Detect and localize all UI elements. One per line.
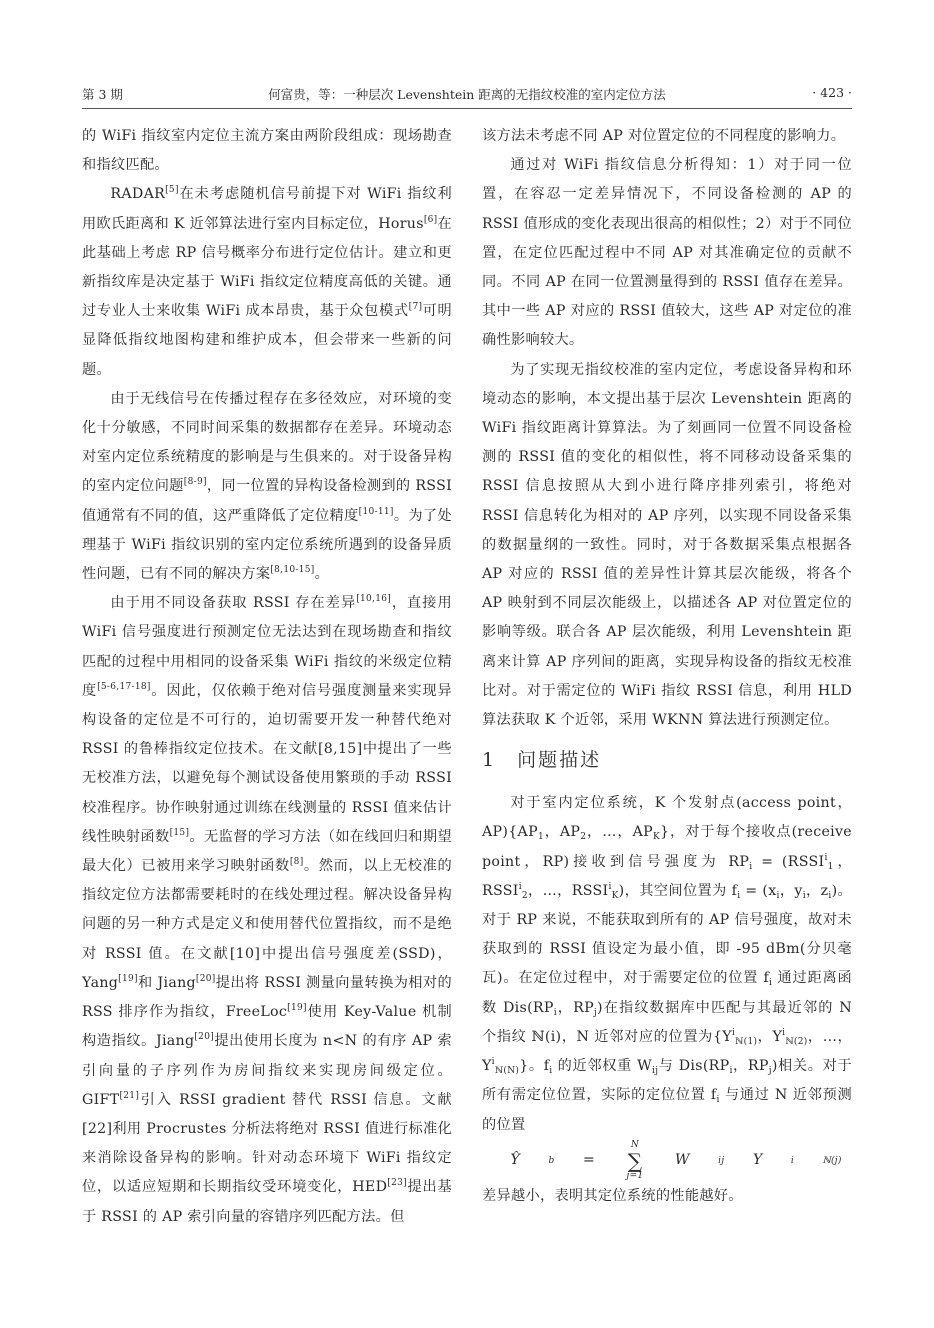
- left-column: [82, 122, 452, 1232]
- citation: [5]: [165, 185, 179, 196]
- citation: [23]: [387, 1178, 407, 1189]
- paragraph: 对于室内定位系统，K 个发射点(access point，$AP)\{AP_1$，$AP_2$，…，$AP_K$}，对于每个接收点(receive point，RP)接收到信号强度为 $RP_i$ = ($RSSI^i_1$，$RSSI^i_2$，…，$RSSI^i_K$)，其空间位置为 $f_i = (x_i$，$y_i$，$z_i$)。对于 RP 来说，不能获取到所有的 AP 信号强度，故对未获取到的 RSSI 值设定为最小值，即 -95 dBm(分贝毫瓦)。在定位过程中，对于需要定位的位置 $f_i$ 通过距离函数 $Dis(RP_i$，$RP_j$)在指纹数据库中匹配与其最近邻的 N 个指纹 ℕ(i)，N 近邻对应的位置为{$Y^i_{ℕ(1)}$，$Y^i_{ℕ(2)}$，…，$Y^i_{ℕ(N)}$}。$f_i$ 的近邻权重 $W_{ij}$与 $Dis(RP_i$，$RP_j$)相关。对于所有需定位位置，实际的定位位置 $f_i$ 与通过 N 近邻预测的位置 Ŷ b = N ∑ j=1 W ij Y i ℕ(j) 差异越小，表明其定位系统的性能越好。: [482, 795, 853, 1204]
- citation: [19]: [118, 973, 138, 984]
- right-column: [482, 122, 852, 1211]
- section-heading: 1 问题描述: [482, 749, 602, 772]
- citation: [19]: [287, 1003, 307, 1014]
- citation: [15]: [169, 827, 190, 838]
- paragraph: 为了实现无指纹校准的室内定位，考虑设备异构和环境动态的影响，本文提出基于层次 Levenshtein 距离的 WiFi 指纹距离计算算法。为了刻画同一位置不同设备检测的 RSSI 值的变化的相似性，将不同移动设备采集的 RSSI 信息按照从大到小进行降序排列索引，将绝对 RSSI 信息转化为相对的 AP 序列，以实现不同设备采集的数据量纲的一致性。同时，对于各数据采集点根据各 AP 对应的 RSSI 值的差异性计算其层次能级，将各个 AP 映射到不同层次能级上，以描述各 AP 对位置定位的影响等级。联合各 AP 层次能级，利用 Levenshtein 距离来计算 AP 序列间的距离，实现异构设备的指纹无校准比对。对于需定位的 WiFi 指纹 RSSI 信息，利用 HLD 算法获取 K 个近邻，采用 WKNN 算法进行预测定位。: [482, 361, 852, 729]
- formula: Ŷ b = N ∑ j=1 W ij Y i ℕ(j): [510, 1139, 842, 1181]
- citation: [10-11]: [358, 506, 394, 517]
- paragraph: 该方法未考虑不同 AP 对位置定位的不同程度的影响力。: [482, 128, 846, 144]
- citation: [10,16]: [356, 594, 392, 605]
- page-number: · 423 ·: [812, 85, 852, 100]
- citation: [8]: [289, 857, 304, 868]
- citation: [7]: [408, 302, 423, 313]
- running-title: 何富贵，等：一种层次 Levenshtein 距离的无指纹校准的室内定位方法: [268, 87, 666, 102]
- paragraph: 通过对 WiFi 指纹信息分析得知：1）对于同一位置，在容忍一定差异情况下，不同设备检测的 AP 的 RSSI 值形成的变化表现出很高的相似性；2）对于不同位置，在定位匹配过程中不同 AP 对其准确定位的贡献不同。不同 AP 在同一位置测量得到的 RSSI 值存在差异。其中一些 AP 对应的 RSSI 值较大，这些 AP 对定位的准确性影响较大。: [482, 157, 852, 349]
- paragraph: RADAR[5]在未考虑随机信号前提下对 WiFi 指纹利用欧氏距离和 K 近邻算法进行室内目标定位，Horus[6]在此基础上考虑 RP 信号概率分布进行定位估计。建立和更新指纹库是决定基于 WiFi 指纹定位精度高低的关键。通过专业人士来收集 WiFi 成本昂贵，基于众包模式[7]可明显降低指纹地图构建和维护成本，但会带来一些新的问题。: [82, 185, 452, 378]
- running-header: [82, 82, 852, 109]
- citation: [20]: [195, 973, 216, 984]
- paragraph: 由于用不同设备获取 RSSI 存在差异[10,16]，直接用 WiFi 信号强度进行预测定位无法达到在现场勘查和指纹匹配的过程中用相同的设备采集 WiFi 指纹的米级定位精度[5-6,17-18]。因此，仅依赖于绝对信号强度测量来实现异构设备的定位是不可行的，迫切需要开发一种替代绝对 RSSI 的鲁棒指纹定位技术。在文献[8,15]中提出了一些无校准方法，以避免每个测试设备使用繁琐的手动 RSSI 校准程序。协作映射通过训练在线测量的 RSSI 值来估计线性映射函数[15]。无监督的学习方法（如在线回归和期望最大化）已被用来学习映射函数[8]。然而，以上无校准的指纹定位方法都需要耗时的在线处理过程。解决设备异构问题的另一种方式是定义和使用替代位置指纹，而不是绝对 RSSI 值。在文献[10]中提出信号强度差(SSD)，Yang[19]和 Jiang[20]提出将 RSSI 测量向量转换为相对的 RSS 排序作为指纹，FreeLoc[19]使用 Key-Value 机制构造指纹。Jiang[20]提出使用长度为 n<N 的有序 AP 索引向量的子序列作为房间指纹来实现房间级定位。GIFT[21]引入 RSSI gradient 替代 RSSI 信息。文献[22]利用 Procrustes 分析法将绝对 RSSI 值进行标准化来消除设备异构的影响。针对动态环境下 WiFi 指纹定位，以适应短期和长期指纹受环境变化，HED[23]提出基于 RSSI 的 AP 索引向量的容错序列匹配方法。但: [82, 594, 453, 1225]
- citation: [8,10-15]: [270, 565, 315, 576]
- citation: [21]: [119, 1090, 140, 1101]
- summation-symbol: N ∑ j=1: [626, 1139, 644, 1181]
- citation: [6]: [423, 214, 438, 225]
- citation: [20]: [194, 1032, 215, 1043]
- paragraph: 由于无线信号在传播过程存在多径效应，对环境的变化十分敏感，不同时间采集的数据都存在差异。环境动态对室内定位系统精度的影响是与生俱来的。对于设备异构的室内定位问题[8-9]，同一位置的异构设备检测到的 RSSI 值通常有不同的值，这严重降低了定位精度[10-11]。为了处理基于 WiFi 指纹识别的室内定位系统所遇到的设备异质性问题，已有不同的解决方案[8,10-15]。: [82, 390, 452, 583]
- citation: [5-6,17-18]: [97, 681, 151, 692]
- paragraph: 的 WiFi 指纹室内定位主流方案由两阶段组成：现场勘查和指纹匹配。: [82, 128, 452, 174]
- issue-number: 第 3 期: [82, 87, 123, 102]
- citation: [8-9]: [183, 477, 207, 488]
